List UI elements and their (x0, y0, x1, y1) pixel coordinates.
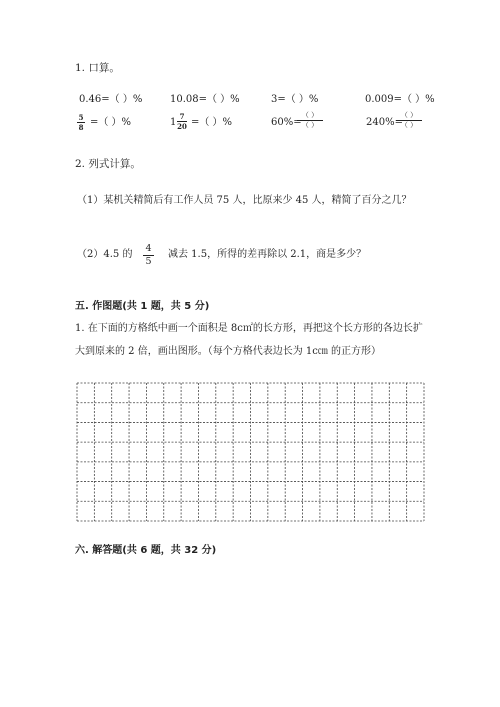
q1-item-2: 10.08=（ ）% (170, 94, 240, 105)
grid-paper[interactable] (76, 382, 426, 522)
q1-fraction-5-8: 5 8 (78, 113, 84, 132)
section6-heading: 六. 解答题(共 6 题，共 32 分) (75, 545, 217, 556)
q2-item-1: （1）某机关精简后有工作人员 75 人，比原来少 45 人，精简了百分之几？ (77, 195, 412, 206)
q1-mixed-whole: 1 (170, 117, 177, 128)
q1-item-4: 0.009=（ ）% (365, 94, 435, 105)
q1-item-1: 0.46=（ ）% (79, 94, 143, 105)
q1-item-8-head: 240%= (366, 117, 403, 128)
q1-blank-fraction-2: （ ） （ ） (396, 112, 422, 129)
q1-fraction-7-20: 7 20 (177, 112, 187, 131)
section5-heading: 五. 作图题(共 1 题，共 5 分) (75, 301, 210, 312)
q2-title: 2. 列式计算。 (75, 158, 141, 170)
q1-item-3: 3=（ ）% (271, 94, 319, 105)
q1-title: 1. 口算。 (75, 62, 120, 74)
q1-item-7-head: 60%= (271, 117, 302, 128)
q2-item-2-post: 减去 1.5，所得的差再除以 2.1，商是多少？ (168, 249, 367, 260)
q1-item-5-tail: =（ ）% (90, 117, 132, 128)
q2-fraction-4-5: 4 5 (143, 244, 154, 266)
q1-blank-fraction-1: （ ） （ ） (297, 112, 323, 129)
section5-line-2: 大到原来的 2 倍，画出图形。（每个方格代表边长为 1c㎝ 的正方形） (75, 346, 382, 357)
q1-item-6-tail: =（ ）% (191, 117, 233, 128)
q2-item-2-pre: （2）4.5 的 (77, 249, 133, 260)
section5-line-1: 1. 在下面的方格纸中画一个面积是 8c㎡的长方形，再把这个长方形的各边长扩 (75, 323, 423, 334)
